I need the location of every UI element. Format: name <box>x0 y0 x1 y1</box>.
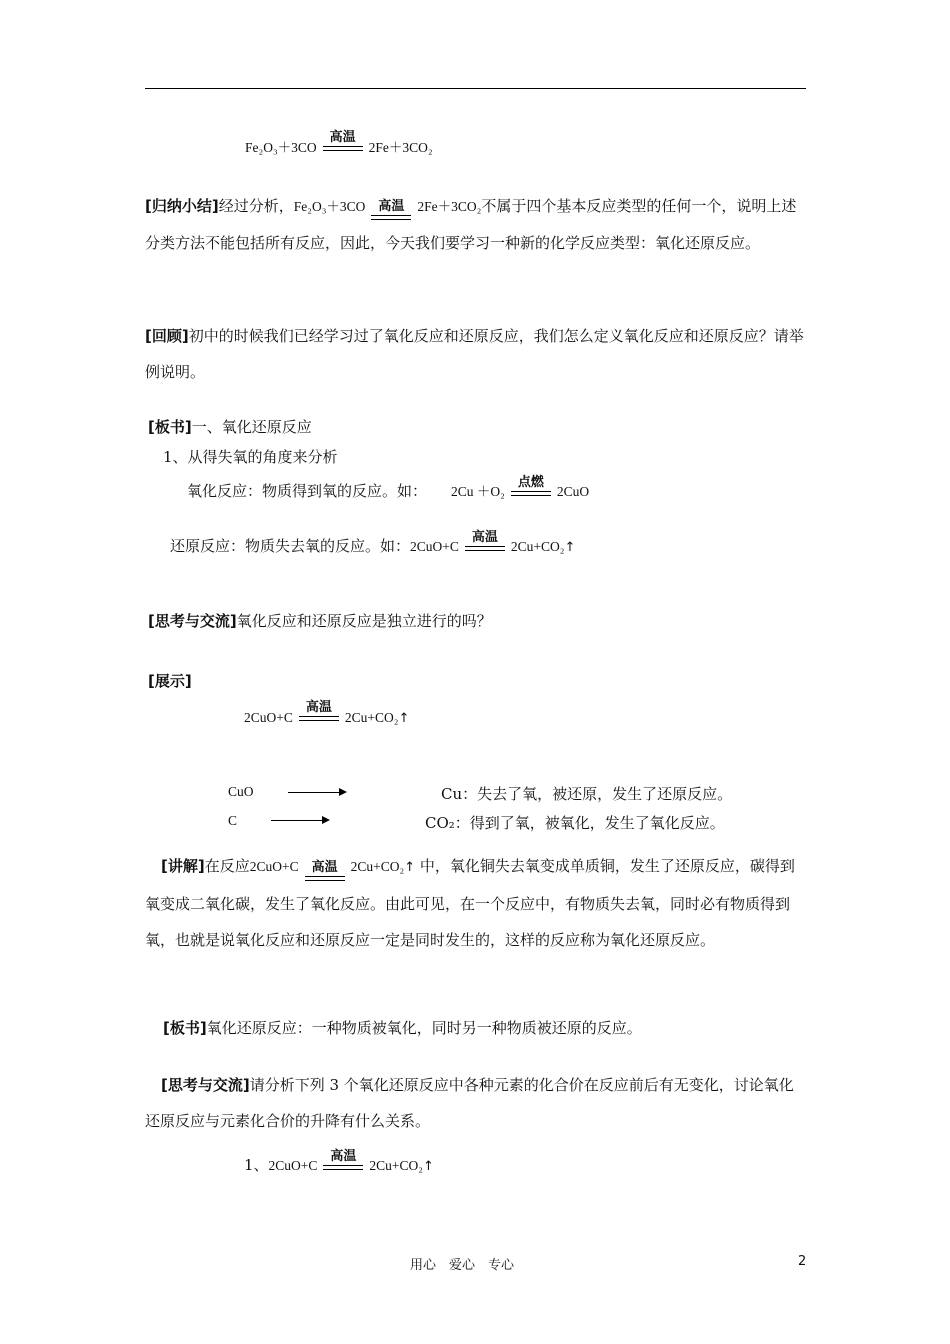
summary-eq-lhs: Fe₂O₃＋3CO <box>293 199 366 214</box>
show-tag: [展示] <box>148 672 192 690</box>
reduction-definition <box>170 531 575 556</box>
condition-label: 高温 <box>471 530 498 545</box>
equals-bar <box>299 716 339 721</box>
board-text: 一、氧化还原反应 <box>191 418 312 436</box>
explain-eq-lhs: 2CuO+C <box>249 859 299 874</box>
page-number: 2 <box>798 1254 807 1269</box>
show-eq-lhs: 2CuO+C <box>244 710 293 725</box>
item-eq-rhs: 2Cu+CO₂ <box>369 1158 423 1173</box>
reaction-condition <box>305 861 345 886</box>
equals-bar <box>465 546 505 551</box>
footer-motto: 用心 爱心 专心 <box>410 1258 515 1273</box>
gas-arrow-icon: ↑ <box>398 711 410 726</box>
show-row2-left: C <box>228 813 238 828</box>
reduction-text: 还原反应：物质失去氧的反应。如： <box>170 537 411 555</box>
reduction-eq-lhs: 2CuO+C <box>410 539 459 554</box>
think-question <box>148 610 492 631</box>
explain-text: 中，氧化铜失去氧变成单质铜，发生了还原反应，碳得到氧变成二氧化碳，发生了氧化反应。由此可见，在一个反应中，有物质失去氧，同时必有物质得到氧，也就是说氧化反应和还原反应一定是同时发生的，这样的反应称为氧化还原反应。 <box>145 857 795 949</box>
equation-rhs: 2Fe＋3CO₂ <box>368 140 433 155</box>
condition-label: 高温 <box>330 1149 357 1164</box>
equals-bar <box>511 491 551 496</box>
condition-label: 高温 <box>305 700 332 715</box>
board-tag: [板书] <box>163 1019 207 1037</box>
summary-eq-rhs: 2Fe＋3CO₂ <box>417 199 482 214</box>
explain-tag: [讲解] <box>161 857 205 875</box>
equation-lhs: Fe₂O₃＋3CO <box>245 140 317 155</box>
think-paragraph <box>145 1067 807 1139</box>
reaction-condition <box>465 531 505 556</box>
show-row1-right: Cu：失去了氧，被还原，发生了还原反应。 <box>441 785 733 803</box>
board-subheading: 1、从得失氧的角度来分析 <box>163 448 338 466</box>
board-tag: [板书] <box>148 418 192 436</box>
arrow-line <box>271 820 323 821</box>
review-text: 初中的时候我们已经学习过了氧化反应和还原反应，我们怎么定义氧化反应和还原反应？请举例说明。 <box>145 327 804 381</box>
reaction-condition <box>323 1150 363 1175</box>
think-tag: [思考与交流] <box>148 612 237 630</box>
condition-label: 高温 <box>378 199 405 214</box>
equals-bar <box>305 876 345 881</box>
review-paragraph <box>145 318 807 390</box>
header-rule <box>145 88 806 89</box>
item-eq-lhs: 2CuO+C <box>268 1158 318 1173</box>
condition-label: 高温 <box>329 130 356 145</box>
gas-arrow-icon: ↑ <box>564 540 576 555</box>
oxidation-definition <box>187 476 589 501</box>
summary-text: 不属于四个基本反应类型的任何一个，说明上述分类方法不能包括所有反应，因此，今天我们要学习一种新的化学反应类型：氧化还原反应。 <box>145 197 797 252</box>
item-number: 1、 <box>244 1156 269 1174</box>
think-text: 氧化反应和还原反应是独立进行的吗？ <box>236 612 492 630</box>
explain-eq-rhs: 2Cu+CO₂ <box>350 859 405 874</box>
oxidation-eq-lhs: 2Cu ＋O₂ <box>451 484 505 499</box>
reduction-eq-rhs: 2Cu+CO₂ <box>510 539 565 554</box>
condition-label: 高温 <box>311 860 338 875</box>
condition-label: 点燃 <box>517 475 544 490</box>
show-row1-left: CuO <box>228 784 254 799</box>
board-heading <box>148 416 312 437</box>
equals-bar <box>323 146 363 151</box>
oxidation-text: 氧化反应：物质得到氧的反应。如： <box>187 482 428 500</box>
reaction-condition <box>511 476 551 501</box>
reaction-condition <box>323 131 363 156</box>
summary-tag: [归纳小结] <box>145 197 219 215</box>
board-definition <box>163 1017 642 1038</box>
summary-pre: 经过分析， <box>218 197 294 215</box>
equals-bar <box>371 215 411 220</box>
exercise-item-1 <box>244 1150 434 1175</box>
think-tag: [思考与交流] <box>161 1076 250 1094</box>
equals-bar <box>323 1165 363 1170</box>
equation-fe2o3 <box>245 131 433 156</box>
show-eq-rhs: 2Cu+CO₂ <box>344 710 399 725</box>
arrow-right-icon <box>339 788 347 796</box>
arrow-line <box>288 792 340 793</box>
show-equation <box>244 701 409 726</box>
oxidation-eq-rhs: 2CuO <box>556 484 590 499</box>
arrow-right-icon <box>322 816 330 824</box>
review-tag: [回顾] <box>145 327 189 345</box>
summary-paragraph <box>145 188 807 261</box>
board-definition-text: 氧化还原反应：一种物质被氧化，同时另一种物质被还原的反应。 <box>206 1019 642 1037</box>
show-row2-right: CO₂：得到了氧，被氧化，发生了氧化反应。 <box>425 814 725 832</box>
reaction-condition <box>299 701 339 726</box>
reaction-condition <box>371 200 411 225</box>
gas-arrow-icon: ↑ <box>404 860 416 875</box>
explain-paragraph <box>145 848 807 958</box>
think-text: 请分析下列 3 个氧化还原反应中各种元素的化合价在反应前后有无变化，讨论氧化还原反应与元素化合价的升降有什么关系。 <box>145 1076 794 1130</box>
gas-arrow-icon: ↑ <box>423 1159 434 1174</box>
explain-pre: 在反应 <box>204 857 250 875</box>
